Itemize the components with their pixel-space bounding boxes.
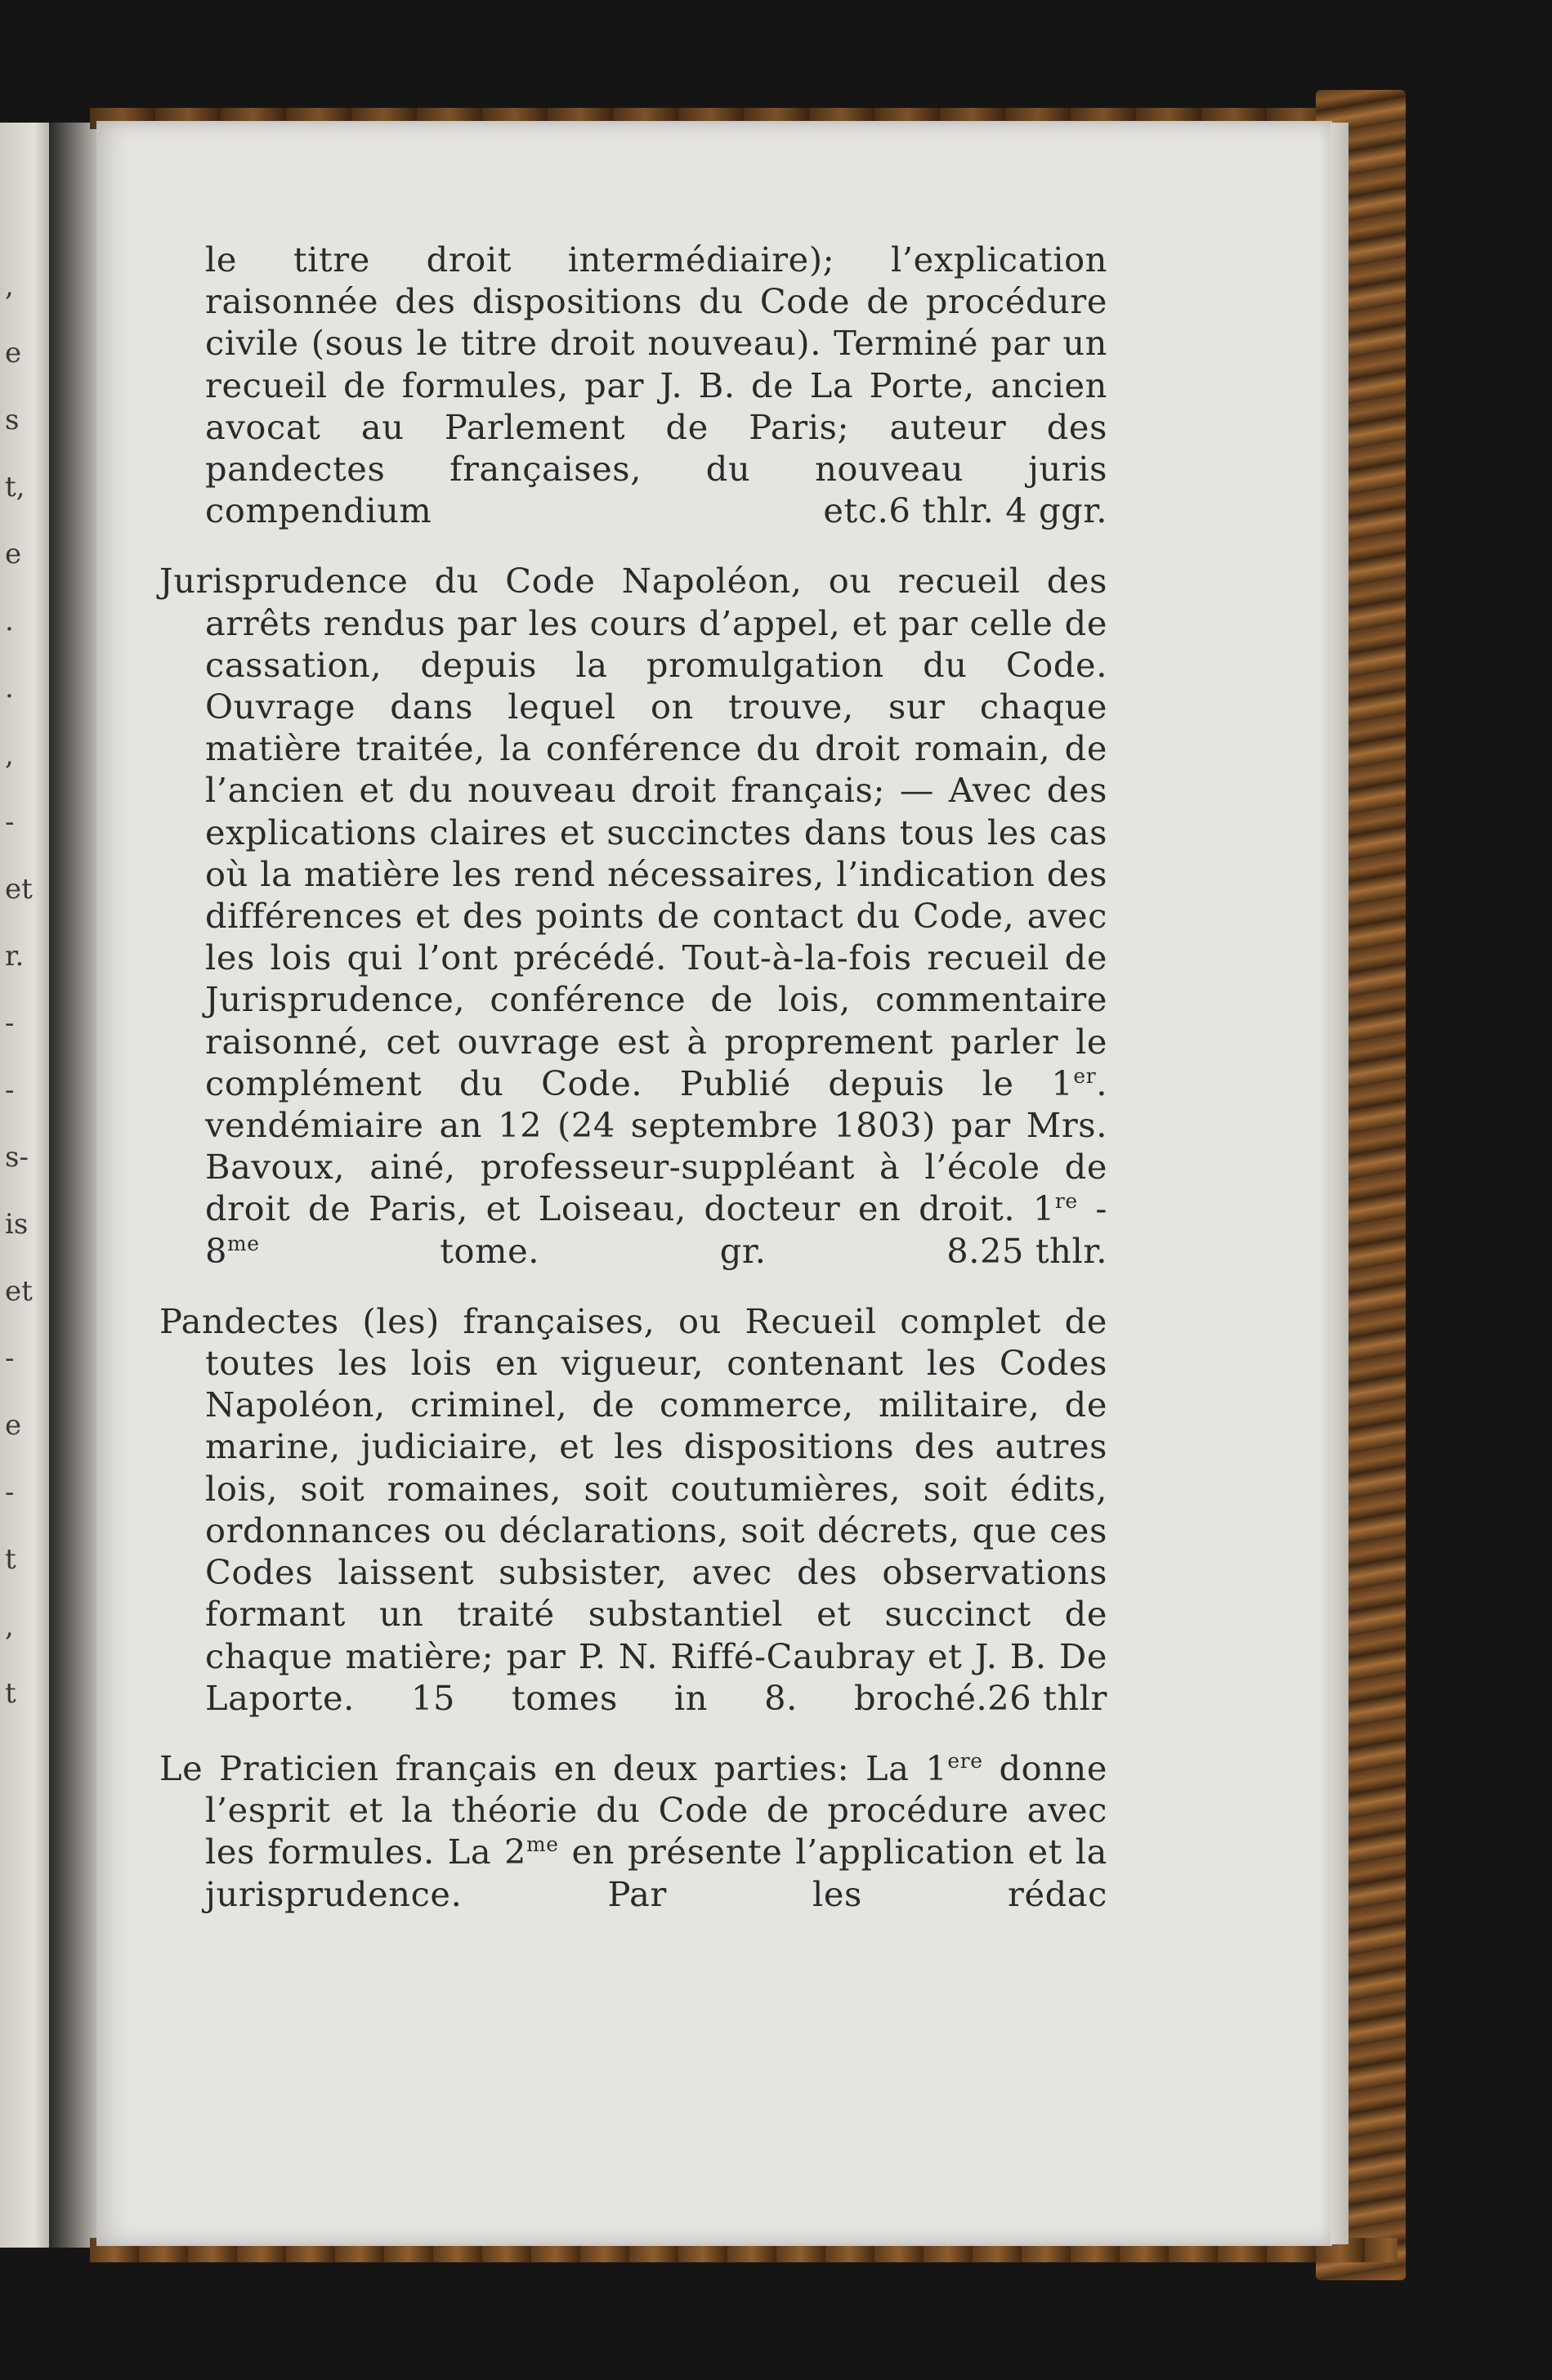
- left-page-fragment: et: [5, 1275, 33, 1308]
- catalog-entry: [159, 239, 1107, 531]
- left-page-fragment: e: [5, 1409, 22, 1442]
- left-page-fragment: -: [5, 1476, 15, 1509]
- left-page-fragment: et: [5, 873, 33, 906]
- left-page-fragment: r.: [5, 940, 25, 973]
- left-page-fragment: s: [5, 404, 20, 436]
- entry-text: - 8: [205, 1188, 1107, 1271]
- left-page-fragment: ,: [5, 739, 14, 772]
- superscript: ere: [947, 1749, 983, 1774]
- left-page-fragment: e: [5, 337, 22, 369]
- entry-price: 6 thlr. 4 ggr.: [888, 490, 1107, 531]
- left-page-fragment: t: [5, 1543, 16, 1576]
- entry-text: . vendémiaire an 12 (24 septembre 1803) par Mrs. Bavoux, ainé, professeur-suppléant à l’école de droit de Paris, et Loiseau, docteur en droit. 1: [205, 1062, 1107, 1229]
- left-page-fragment: t,: [5, 471, 25, 503]
- page-stack-edge: [1331, 123, 1348, 2244]
- catalog-entry: [159, 560, 1107, 1271]
- entry-price: 25 thlr.: [980, 1230, 1107, 1271]
- page-text-block: [159, 239, 1107, 1944]
- entry-text: Pandectes (les) françaises, ou Recueil complet de toutes les lois en vigueur, contenant les Codes Napoléon, criminel, de commerce, militaire, de marine, judiciaire, et les dispositions des autres lois, soit romaines, soit coutumières, soit édits, ordonnances ou déclarations, soit décrets, que ces Codes laissent subsister, avec des observations formant un traité substantiel et succinct de chaque matière; par P. N. Riffé-Caubray et J. B. De Laporte. 15 tomes in 8. broché.: [159, 1300, 1107, 1718]
- entry-price: 26 thlr: [987, 1677, 1107, 1718]
- left-page-fragment: -: [5, 1007, 15, 1040]
- entry-text: donne l’esprit et la théorie du Code de procédure avec les formules. La 2: [205, 1747, 1108, 1872]
- left-page-fragment: ,: [5, 270, 14, 302]
- left-page-fragment: .: [5, 605, 14, 638]
- left-page-fragment: is: [5, 1208, 29, 1241]
- entry-text: en présente l’application et la jurisprudence. Par les rédac: [205, 1832, 1108, 1914]
- superscript: me: [227, 1231, 260, 1255]
- superscript: re: [1054, 1189, 1078, 1214]
- catalog-entry: [159, 1747, 1107, 1915]
- superscript: er: [1073, 1064, 1097, 1089]
- entry-text: le titre droit intermédiaire); l’explication raisonnée des dispositions du Code de procédure civile (sous le titre droit nouveau). Terminé par un recueil de formules, par J. B. de La Porte, ancien avocat au Parlement de Paris; auteur des pandectes françaises, du nouveau juris compendium etc.: [205, 239, 1107, 531]
- superscript: me: [526, 1832, 559, 1857]
- left-page-fragment: e: [5, 538, 22, 570]
- left-page-fragment: t: [5, 1677, 16, 1710]
- entry-text: Le Praticien français en deux parties: La 1: [159, 1747, 948, 1788]
- left-page-fragment: .: [5, 672, 14, 705]
- left-page-fragment: -: [5, 1342, 15, 1375]
- left-page-fragment: s-: [5, 1141, 29, 1174]
- entry-text: Jurisprudence du Code Napoléon, ou recueil des arrêts rendus par les cours d’appel, et par celle de cassation, depuis la promulgation du Code. Ouvrage dans lequel on trouve, sur chaque matière traitée, la conférence du droit romain, de l’ancien et du nouveau droit français; — Avec des explications claires et succinctes dans tous les cas où la matière les rend nécessaires, l’indication des différences et des points de contact du Code, avec les lois qui l’ont précédé. Tout-à-la-fois recueil de Jurisprudence, conférence de lois, commentaire raisonné, cet ouvrage est à proprement parler le complément du Code. Publié depuis le 1: [159, 561, 1107, 1103]
- left-page-fragment: -: [5, 806, 15, 839]
- entry-text: tome. gr. 8.: [259, 1230, 981, 1271]
- left-page-fragment: -: [5, 1074, 15, 1107]
- catalog-entry: [159, 1300, 1107, 1719]
- left-page-edge: [0, 123, 49, 2248]
- left-page-fragment: ,: [5, 1610, 14, 1643]
